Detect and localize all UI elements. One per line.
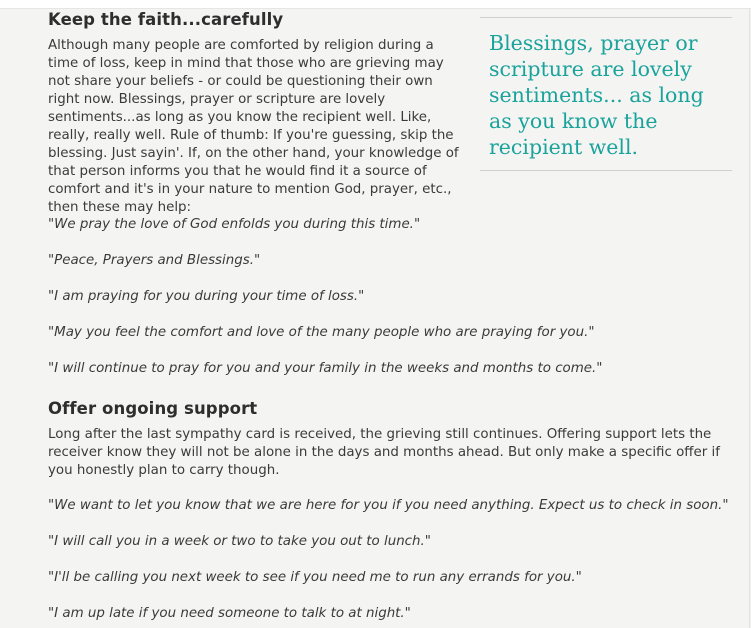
section-paragraph-faith: Although many people are comforted by religion during a time of loss, keep in mind that those who are grieving may not share your beliefs - or could be questioning their own right now. Blessings, prayer or scripture are lovely sentiments...as long as you know the recipient well. Like, really, really well. Rule of thumb: If you're guessing, skip the blessing. Just sayin'. If, on the other hand, your knowledge of that person informs you that he would find it a source of comfort and it's in your nature to mention God, prayer, etc., then these may help:	[48, 38, 459, 215]
quote-item: "We want to let you know that we are here for you if you need anything. Expect us to check in soon."	[48, 498, 729, 513]
section-paragraph-support: Long after the last sympathy card is received, the grieving still continues. Offering support lets the receiver know they will not be alone in the days and months ahead. But only make a specific offer if you honestly plan to carry though.	[48, 427, 720, 478]
section-heading-ongoing-support: Offer ongoing support	[48, 399, 258, 418]
quote-item: "I will call you in a week or two to take you out to lunch."	[48, 534, 431, 549]
quote-item: "I am praying for you during your time of loss."	[48, 289, 365, 304]
pull-quote	[480, 17, 732, 171]
quote-item: "Peace, Prayers and Blessings."	[48, 253, 261, 268]
quote-item: "We pray the love of God enfolds you during this time."	[48, 217, 421, 232]
top-edge	[0, 0, 751, 9]
quote-item: "I will continue to pray for you and your family in the weeks and months to come."	[48, 361, 603, 376]
pull-quote-text: Blessings, prayer or scripture are lovely sentiments... as long as you know the recipient well.	[489, 31, 704, 159]
quote-item: "I am up late if you need someone to talk to at night."	[48, 606, 411, 621]
quote-item: "I'll be calling you next week to see if you need me to run any errands for you."	[48, 570, 582, 585]
quote-item: "May you feel the comfort and love of the many people who are praying for you."	[48, 325, 595, 340]
section-heading-keep-the-faith: Keep the faith...carefully	[48, 10, 284, 29]
